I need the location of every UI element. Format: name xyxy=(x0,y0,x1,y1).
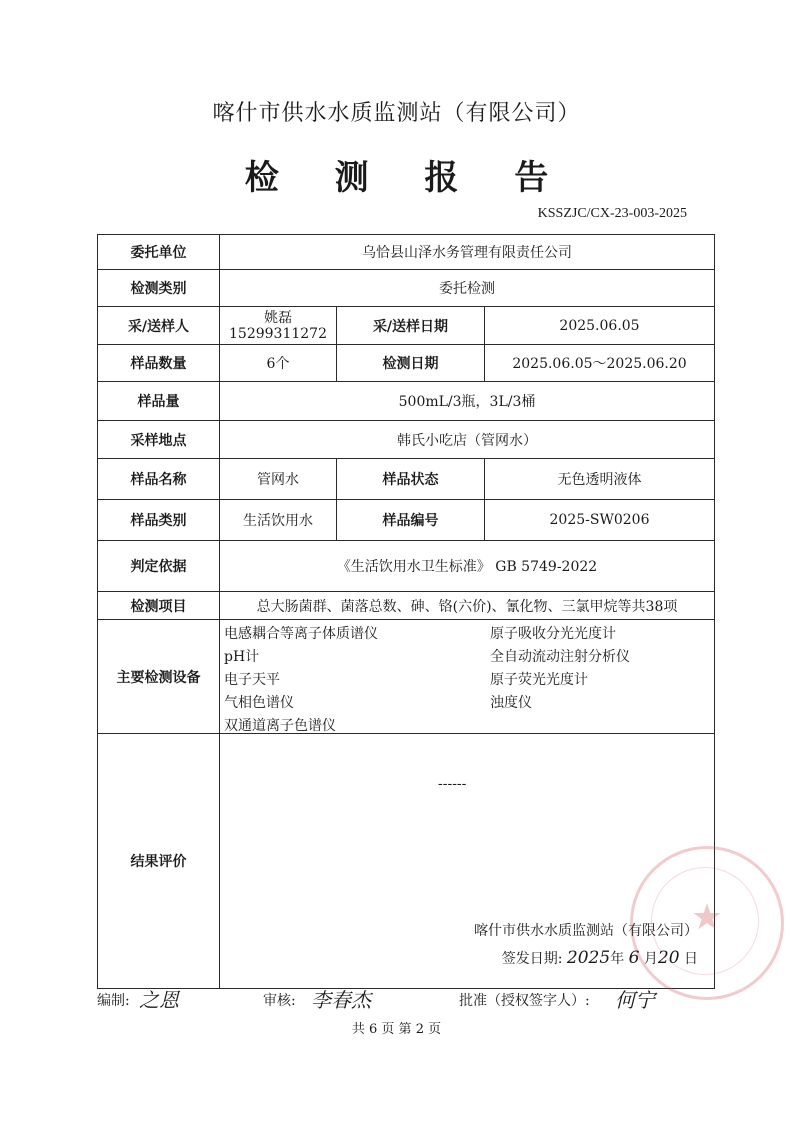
basis-value: 《生活饮用水卫生标准》 GB 5749-2022 xyxy=(220,541,715,592)
sampler-name: 姚磊 xyxy=(264,309,292,326)
issue-date-label: 签发日期: xyxy=(501,951,563,967)
row-sampler xyxy=(98,307,715,345)
compiler-label: 编制: xyxy=(97,993,130,1009)
sample-name-value: 管网水 xyxy=(220,459,337,500)
equipment-list xyxy=(220,621,714,733)
day-char: 日 xyxy=(684,951,699,967)
doc-title: 检 测 报 告 xyxy=(244,158,571,198)
equipment-item: 全自动流动注射分析仪 xyxy=(490,648,630,665)
client-label: 委托单位 xyxy=(98,235,220,270)
sample-category-value: 生活饮用水 xyxy=(220,500,337,541)
page-footer: 共 6 页 第 2 页 xyxy=(351,1022,442,1037)
sampler-label: 采/送样人 xyxy=(98,307,220,345)
conclusion-area xyxy=(220,734,724,988)
org-title: 喀什市供水水质监测站（有限公司） xyxy=(212,101,581,126)
sample-count-label: 样品数量 xyxy=(98,345,220,382)
year-char: 年 xyxy=(610,951,625,967)
reviewer-label: 审核: xyxy=(263,993,296,1009)
equipment-item: 电感耦合等离子体质谱仪 xyxy=(224,625,378,642)
row-sample-name xyxy=(98,459,715,500)
equipment-cell xyxy=(220,620,715,734)
equipment-item: 电子天平 xyxy=(224,671,280,688)
conclusion-cell xyxy=(220,734,724,989)
equipment-item: 双通道离子色谱仪 xyxy=(224,717,336,734)
issue-month: 6 xyxy=(628,948,640,968)
sampler-cell xyxy=(220,307,337,345)
report-number: KSSZJC/CX-23-003-2025 xyxy=(537,206,687,221)
approver-label: 批准（授权签字人）: xyxy=(459,993,590,1009)
issue-date xyxy=(502,948,698,968)
approver-signature: 何宁 xyxy=(615,988,655,1012)
basis-label: 判定依据 xyxy=(98,541,220,592)
sampling-date-label: 采/送样日期 xyxy=(337,307,485,345)
items-label: 检测项目 xyxy=(98,592,220,620)
sample-volume-label: 样品量 xyxy=(98,382,220,421)
issue-year: 2025 xyxy=(566,948,611,968)
location-value: 韩氏小吃店（管网水） xyxy=(220,421,715,459)
test-type-label: 检测类别 xyxy=(98,270,220,307)
sample-no-label: 样品编号 xyxy=(337,500,485,541)
sample-name-label: 样品名称 xyxy=(98,459,220,500)
signature-row xyxy=(97,984,717,1014)
seal-star-icon: ★ xyxy=(690,897,724,938)
equipment-label: 主要检测设备 xyxy=(98,620,220,734)
issue-day: 20 xyxy=(657,948,680,968)
client-value: 乌恰县山泽水务管理有限责任公司 xyxy=(220,235,715,270)
conclusion-content: ------ xyxy=(438,776,467,792)
sampling-date-value: 2025.06.05 xyxy=(485,307,715,345)
equipment-item: 原子荧光光度计 xyxy=(490,671,588,688)
row-basis xyxy=(98,541,715,592)
equipment-item: 浊度仪 xyxy=(490,694,532,711)
row-test-type xyxy=(98,270,715,307)
conclusion-label: 结果评价 xyxy=(98,734,220,989)
test-type-value: 委托检测 xyxy=(220,270,715,307)
reviewer-signature: 李春杰 xyxy=(311,988,371,1012)
sample-state-value: 无色透明液体 xyxy=(485,459,715,500)
row-conclusion xyxy=(98,734,715,989)
report-table xyxy=(97,234,724,989)
test-date-value: 2025.06.05～2025.06.20 xyxy=(485,345,715,382)
month-char: 月 xyxy=(643,951,658,967)
test-date-label: 检测日期 xyxy=(337,345,485,382)
row-equipment xyxy=(98,620,715,734)
items-value: 总大肠菌群、菌落总数、砷、铬(六价)、氰化物、三氯甲烷等共38项 xyxy=(220,592,715,620)
equipment-item: 原子吸收分光光度计 xyxy=(490,625,616,642)
row-volume xyxy=(98,382,715,421)
sample-volume-value: 500mL/3瓶，3L/3桶 xyxy=(220,382,715,421)
row-sample-category xyxy=(98,500,715,541)
compiler-signature: 之恩 xyxy=(139,988,179,1012)
row-client xyxy=(98,235,715,270)
sample-state-label: 样品状态 xyxy=(337,459,485,500)
issuer-name: 喀什市供水水质监测站（有限公司） xyxy=(474,923,699,939)
row-location xyxy=(98,421,715,459)
location-label: 采样地点 xyxy=(98,421,220,459)
equipment-item: 气相色谱仪 xyxy=(224,694,294,711)
sampler-phone: 15299311272 xyxy=(229,325,327,342)
sample-category-label: 样品类别 xyxy=(98,500,220,541)
row-count xyxy=(98,345,715,382)
sample-count-value: 6个 xyxy=(220,345,337,382)
row-items xyxy=(98,592,715,620)
sample-no-value: 2025-SW0206 xyxy=(485,500,715,541)
equipment-item: pH计 xyxy=(224,648,260,665)
